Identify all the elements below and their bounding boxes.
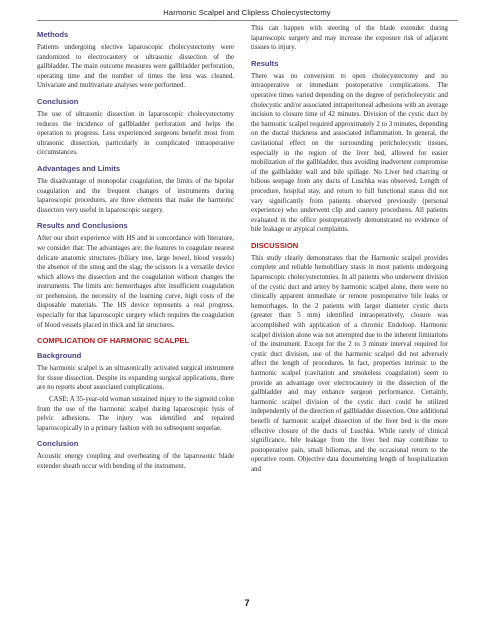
paragraph: The use of ultrasonic dissection in laparoscopic cholecystectomy reduces the incidence of gallbladder perforation and helps the operation to progress. Less experienced surgeons benefit most from ultrasonic dissection, particularly in complicated intraoperative circumstances. (37, 110, 234, 157)
paragraph: This can happen with steering of the blade extender during laparoscopic surgery and may increase the exposure risk of adjacent tissues to injury. (251, 25, 448, 52)
left-column (37, 24, 234, 474)
running-head: Harmonic Scalpel and Clipless Cholecystectomy (163, 8, 331, 17)
heading-results-conclusions: Results and Conclusions (37, 221, 128, 231)
section-title-complication: COMPLICATION OF HARMONIC SCALPEL (37, 336, 190, 346)
paragraph: After our short experience with HS and in concordance with literature, we consider that: The advantages are: the features to coagulate nearest delicate anatomic structures (biliary tree, large bowel, blood vessels) the absence of the smog and the slag; the scissors is a versatile device which allows the dissection and the coagulation without changes the instruments. The limits are: hemorrhages after insufficient coagulation or prehension, the necessity of the learning curve, high costs of the disposable materials. The HS device represents a real progress, especially for that laparoscopic surgery which requires the coagulation of blood vessels placed in thick and fat structures. (37, 235, 234, 329)
heading-methods: Methods (37, 30, 69, 39)
header-rule (37, 20, 458, 21)
paragraph: The harmonic scalpel is an ultrasonically activated surgical instrument for tissue dissection. Despite its expanding surgical applications, there are no reports about associated complications. (37, 365, 234, 392)
section-title-discussion: DISCUSSION (251, 240, 299, 250)
heading-results: Results (251, 58, 279, 68)
paragraph-case: CASE: A 35-year-old woman sustained injury to the sigmoid colon from the use of the harmonic scalpel during laparoscopic lysis of pelvic adhesions. The injury was identified and repaired laparoscopically in a primary fashion with no subsequent sequelae. (37, 396, 234, 432)
paragraph: Patients undergoing elective laparoscopic cholecystectomy were randomized to electrocautery or ultrasonic dissection of the gallbladder. The main outcome measures were gallbladder perforation, operating time and the number of times the lens was cleaned. Univariate and multivariate analyses were performed. (37, 44, 234, 90)
heading-background: Background (37, 351, 82, 361)
paragraph: This study clearly demonstrates that the Harmonic scalpel provides complete and reliable hemobiliary stasis in most patients undergoing laparoscopic cholecystectomies. In all patients who underwent division of the cystic duct and artery by harmonic scalpel alone, there were no clinically apparent immediate or remote postoperative bile leaks or hemorrhages. In the 2 patients with larger diameter cystic ducts (greater than 5 mm) identified intraoperatively, closure was accomplished with application of a chromic Endoloop. Harmonic scalpel division alone was not attempted due to the inherent limitations of the instrument. Except for the 2 to 3 minute interval required for cystic duct division, use of the harmonic scalpel did not adversely affect the length of procedures. In fact, properties intrinsic to the harmonic scalpel (cavitation and smokeless coagulation) seem to provide an advantage over electrocautery in the dissection of the gallbladder and may enhance surgeon performance. Certainly, harmonic scalpel division of the cystic duct could be utilized independently of the direction of gallbladder dissection. One additional benefit of harmonic scalpel dissection of the liver bed is the more effective closure of the ducts of Luschka. While rarely of clinical significance, bile leakage from the liver bed may contribute to postoperative pain, small biliomas, and the occasional return to the operative room. Objective data documenting length of hospitalization and (251, 254, 448, 473)
heading-advantages-limits: Advantages and Limits (37, 163, 121, 173)
paragraph: There was no conversion to open cholecystectomy and no intraoperative or immediate postoperative complications. The operative times varied depending on the degree of pericholecystic and cholecystic and/or associated intraperitoneal adhesions with an average incision to closure time of 42 minutes. Division of the cystic duct by the harmonic scalpel required approximately 2 to 3 minutes, depending on the ductal thickness and associated inflammation. In general, the cavitational effect on the surrounding pericholecystic tissues, especially in the region of the liver bed, allowed for easier mobilization of the gallbladder, thus avoiding inadvertent compromise of the gallbladder wall and bile spillage. No Liver bed charring or bilious seepage from any ducts of Luschka was observed. Length of procedure, hospital stay, and return to full functional status did not vary significantly from patients observed previously (personal experience) who underwent clip and cautery procedures. All patients evaluated in the office postoperatively demonstrated no evidence of bile leakage or atypical complaints. (251, 72, 448, 234)
right-column (251, 24, 448, 477)
page-number: 7 (244, 598, 250, 608)
paragraph: Acoustic energy coupling and overheating of the laparosonic blade extender sheath occur with bending of the instrument. (37, 453, 234, 470)
paragraph: The disadvantage of monopolar coagulation, the limits of the bipolar coagulation and the frequent changes of instruments during laparoscopic procedures, are three elements that make the harmonic dissectors very useful in laparoscopic surgery. (37, 177, 234, 214)
heading-conclusion: Conclusion (37, 96, 79, 106)
heading-conclusion: Conclusion (37, 439, 79, 449)
